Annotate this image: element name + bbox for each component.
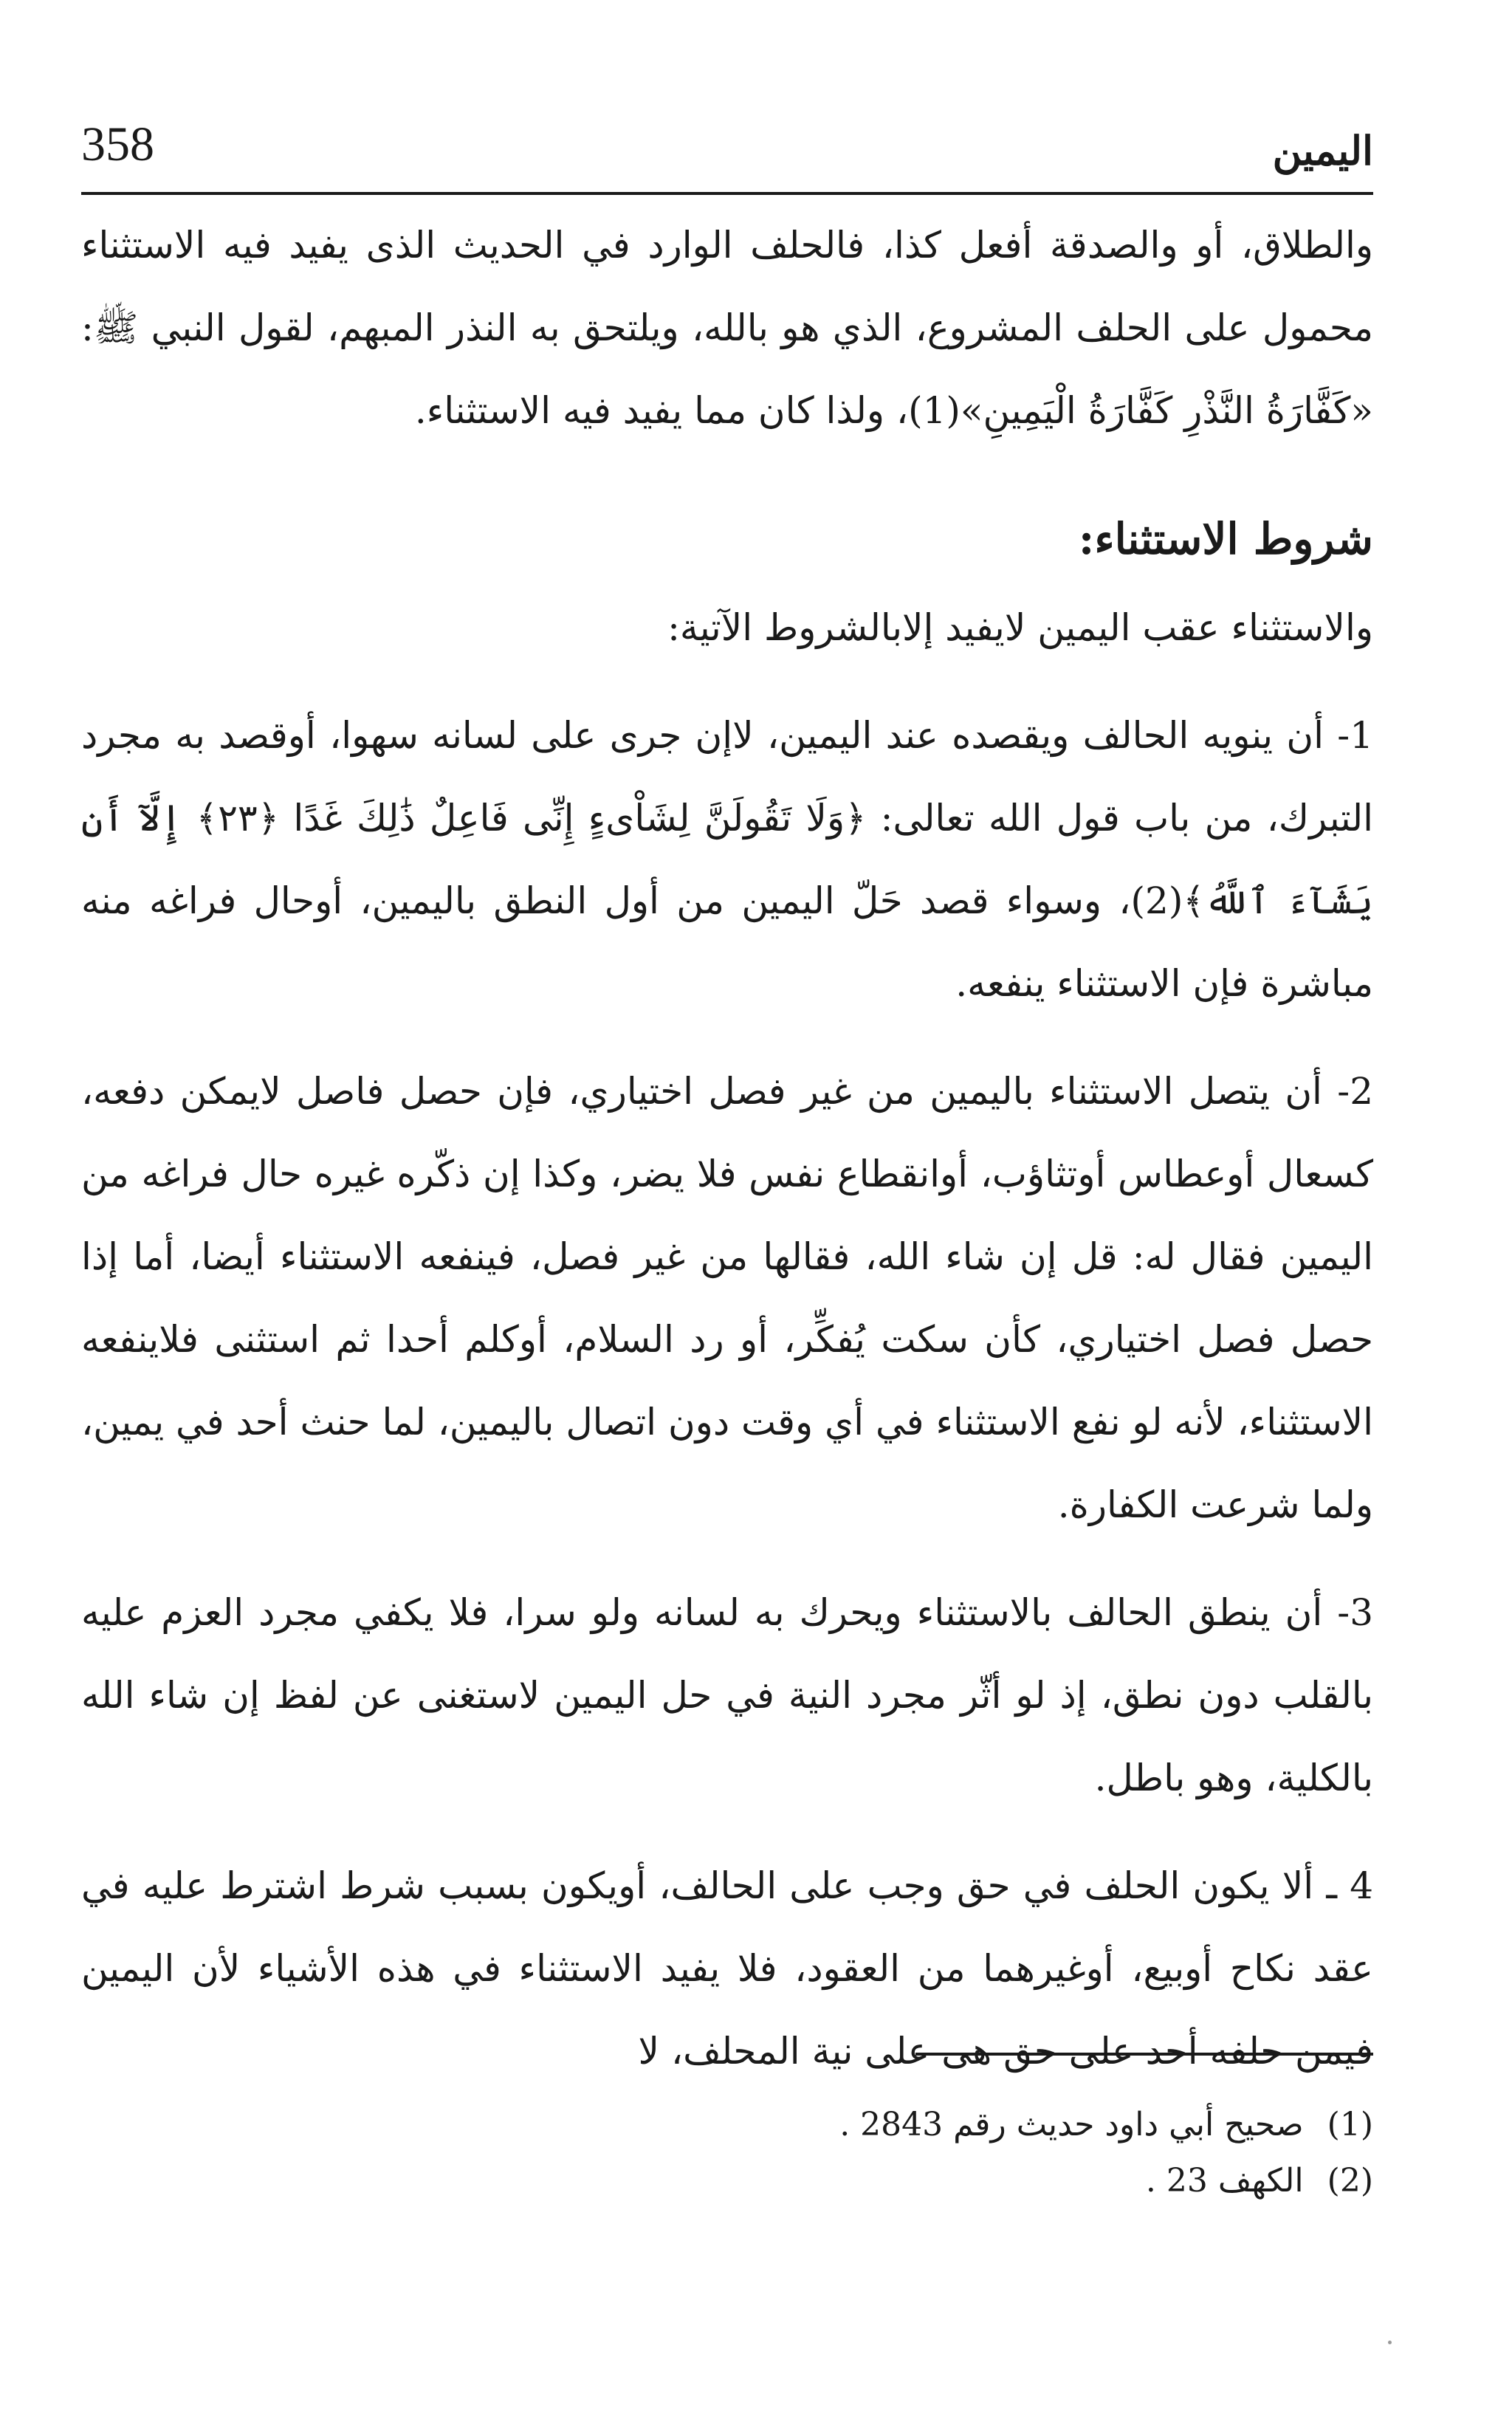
book-page: [81, 111, 1373, 2363]
condition-paragraph-3: 3- أن ينطق الحالف بالاستثناء ويحرك به لسانه ولو سرا، فلا يكفي مجرد العزم عليه بالقلب دون نطق، إذ لو أثّر مجرد النية في حل اليمين لاستغنى عن لفظ إن شاء الله بالكلية، وهو باطل.: [81, 1591, 1373, 1799]
page-header: [81, 111, 1373, 195]
footnote-text: صحيح أبي داود حديث رقم 2843 .: [839, 2106, 1304, 2143]
footnote-number: (1): [1327, 2106, 1373, 2143]
footnote-2: [81, 2153, 1373, 2209]
section-heading: شروط الاستثناء:: [1078, 514, 1373, 564]
page-number: 358: [81, 117, 154, 171]
heading-intro-paragraph: والاستثناء عقب اليمين لايفيد إلابالشروط الآتية:: [667, 606, 1373, 649]
intro-paragraph: والطلاق، أو والصدقة أفعل كذا، فالحلف الوارد في الحديث الذى يفيد فيه الاستثناء محمول على الحلف المشروع، الذي هو بالله، ويلتحق به النذر المبهم، لقول النبي ﷺ: «كَفَّارَةُ النَّذْرِ كَفَّارَةُ الْيَمِينِ»(1)، ولذا كان مما يفيد فيه الاستثناء.: [81, 224, 1373, 432]
condition-paragraph-1: 1- أن ينويه الحالف ويقصده عند اليمين، لاإن جرى على لسانه سهوا، أوقصد به مجرد التبرك، من باب قول الله تعالى: ﴿وَلَا تَقُولَنَّ لِشَاْىءٍ إِنِّى فَاعِلٌ ذَٰلِكَ غَدًا ﴿٢٣﴾ إِلَّآ أَن يَشَآءَ ٱللَّهُ﴾(2)، وسواء قصد حَلّ اليمين من أول النطق باليمين، أوحال فراغه منه مباشرة فإن الاستثناء ينفعه.: [81, 714, 1374, 1005]
main-text: [81, 204, 1373, 2093]
scan-speck: [1388, 2341, 1392, 2344]
condition-paragraph-4: 4 ـ ألا يكون الحلف في حق وجب على الحالف، أويكون بسبب شرط اشترط عليه في عقد نكاح أوبيع، أوغيرهما من العقود، فلا يفيد الاستثناء في هذه الأشياء لأن اليمين فيمن حلفه أحد على حق هى على نية المحلف، لا: [81, 1864, 1373, 2073]
footnotes: [81, 2097, 1373, 2209]
footnote-number: (2): [1327, 2162, 1373, 2200]
footnote-text: الكهف 23 .: [1145, 2162, 1304, 2200]
footnote-1: [81, 2097, 1373, 2153]
condition-paragraph-2: 2- أن يتصل الاستثناء باليمين من غير فصل اختياري، فإن حصل فاصل لايمكن دفعه، كسعال أوعطاس أوتثاؤب، أوانقطاع نفس فلا يضر، وكذا إن ذكّره غيره حال فراغه من اليمين فقال له: قل إن شاء الله، فقالها من غير فصل، فينفعه الاستثناء أيضا، أما إذا حصل فصل اختياري، كأن سكت يُفكِّر، أو رد السلام، أوكلم أحدا ثم استثنى فلاينفعه الاستثناء، لأنه لو نفع الاستثناء في أي وقت دون اتصال باليمين، لما حنث أحد في يمين، ولما شرعت الكفارة.: [81, 1070, 1374, 1526]
footnote-divider: [915, 2053, 1373, 2056]
running-head: اليمين: [1272, 127, 1373, 174]
